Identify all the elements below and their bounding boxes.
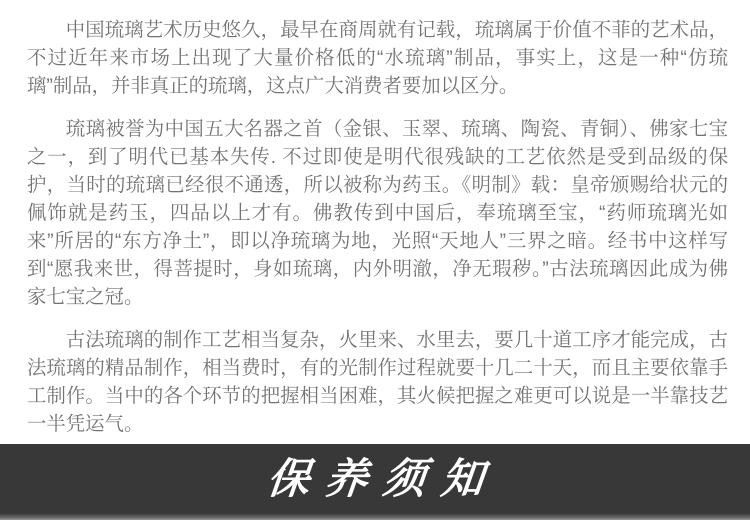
care-instructions-title: 保养须知 [264, 457, 502, 503]
article-paragraph-culture: 琉璃被誉为中国五大名器之首（金银、玉翠、琉璃、陶瓷、青铜）、佛家七宝之一，到了明代已基本失传. 不过即使是明代很残缺的工艺依然是受到品级的保护，当时的琉璃已经很不通透，所以被称为药玉。《明制》载：皇帝颁赐给状元的佩饰就是药玉，四品以上才有。佛教传到中国后，奉琉璃至宝，“药师琉璃光如来”所居的“东方净土”，即以净琉璃为地，光照“天地人”三界之暗。经书中这样写到“愿我来世，得菩提时，身如琉璃，内外明澈，净无瑕秽。”古法琉璃因此成为佛家七宝之冠。 [27, 118, 728, 308]
care-instructions-banner [0, 444, 750, 520]
article-body [27, 16, 728, 453]
article-paragraph-history: 中国琉璃艺术历史悠久，最早在商周就有记载，琉璃属于价值不菲的艺术品，不过近年来市场上出现了大量价格低的“水琉璃”制品，事实上，这是一种“仿琉璃”制品，并非真正的琉璃，这点广大消费者要加以区分。 [27, 19, 728, 97]
article-paragraph-craft: 古法琉璃的制作工艺相当复杂，火里来、水里去，要几十道工序才能完成，古法琉璃的精品制作，相当费时，有的光制作过程就要十几二十天，而且主要依靠手工制作。当中的各个环节的把握相当困难，其火候把握之难更可以说是一半靠技艺一半凭运气。 [27, 329, 728, 435]
